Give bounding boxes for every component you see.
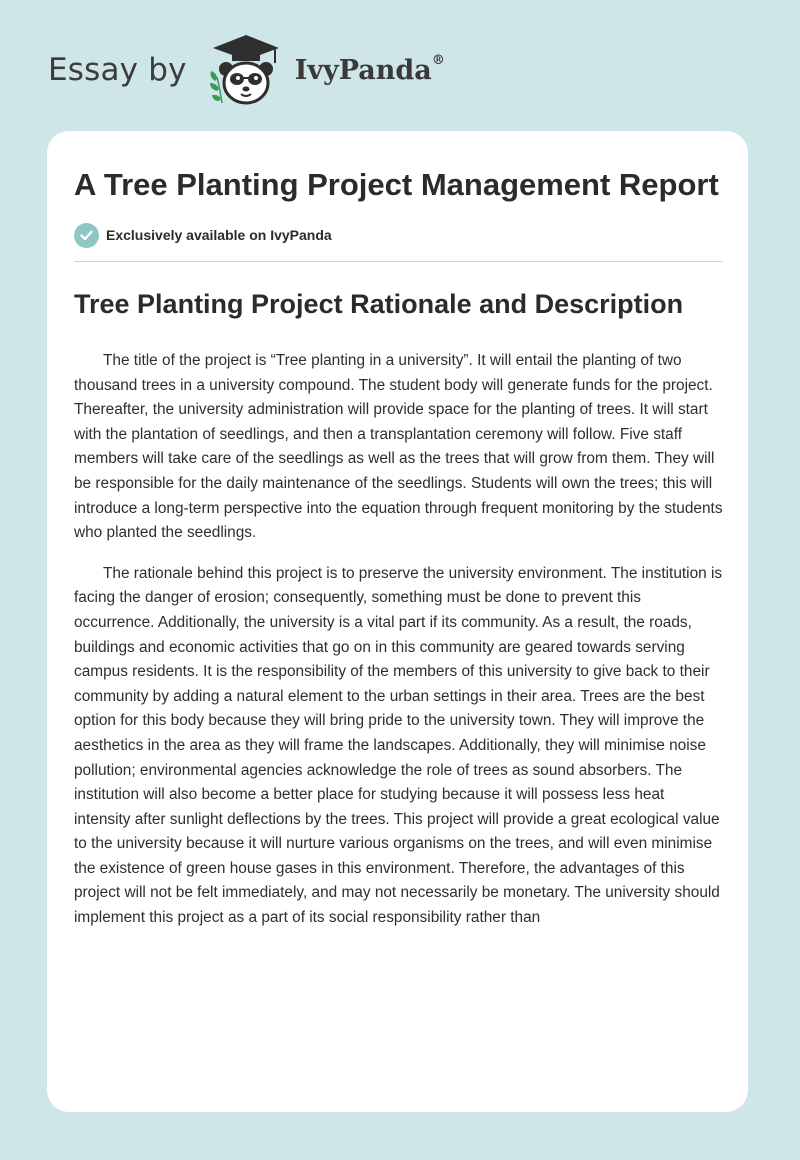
paragraph: The title of the project is “Tree planting in a university”. It will entail the planting of two thousand trees in a university compound. The student body will generate funds for the project. Thereafter, the university administration will provide space for the planting of trees. It will start with the plantation of seedlings, and then a transplantation ceremony will follow. Five staff members will take care of the seedlings as well as the trees that will grow from them. They will be responsible for the daily maintenance of the seedlings. Students will own the trees; this will introduce a long-term perspective into the equation through frequent monitoring by the students who planted the seedlings.	[74, 352, 723, 542]
exclusive-text: Exclusively available on IvyPanda	[106, 227, 332, 243]
site-header	[48, 30, 445, 110]
exclusive-badge	[74, 221, 723, 249]
section-heading: Tree Planting Project Rationale and Description	[74, 289, 684, 319]
check-icon	[74, 223, 99, 248]
registered-mark: ®	[431, 52, 445, 68]
divider	[74, 261, 723, 262]
brand-name[interactable]	[294, 52, 445, 86]
ivypanda-logo-icon[interactable]	[205, 31, 287, 109]
paragraph: The rationale behind this project is to preserve the university environment. The institution is facing the danger of erosion; consequently, something must be done to prevent this occurrence. Additionally, the university is a vital part if its community. As a result, the roads, buildings and economic activities that go on in this community are geared towards serving campus residents. It is the responsibility of the members of this university to give back to their community by adding a natural element to the urban settings in their area. Trees are the best option for this body because they will bring pride to the university town. They will improve the aesthetics in the area as they will frame the landscapes. Additionally, they will minimise noise pollution; environmental agencies acknowledge the role of trees as sound absorbers. The institution will also become a better place for studying because it will possess less heat intensity after sunlight deflections by the trees. This project will provide a great ecological value to the university because it will nurture various organisms on the trees, and will even minimise the existence of green house gases in this environment. Therefore, the advantages of this project will not be felt immediately, and may not necessarily be monetary. The university should implement this project as a part of its social responsibility rather than	[74, 564, 723, 927]
brand-name-text: IvyPanda	[294, 54, 432, 86]
essay-by-label: Essay by	[48, 52, 187, 88]
essay-content	[74, 131, 723, 931]
page-title: A Tree Planting Project Management Report	[74, 167, 719, 202]
essay-card	[47, 131, 748, 1112]
